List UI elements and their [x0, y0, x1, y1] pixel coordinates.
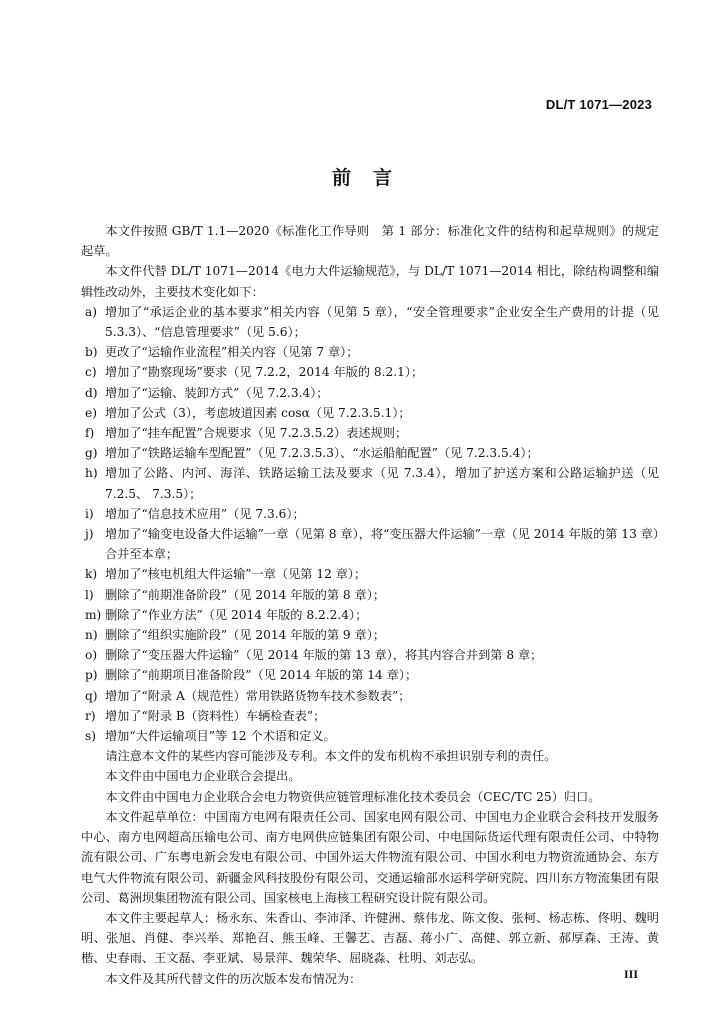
list-item-text: 删除了“作业方法”（见 2014 年版的 8.2.2.4）；	[105, 607, 368, 622]
patent-notice: 请注意本文件的某些内容可能涉及专利。本文件的发布机构不承担识别专利的责任。	[105, 749, 557, 764]
list-marker: a)	[85, 304, 98, 319]
list-marker: b)	[85, 345, 98, 360]
list-marker: q)	[85, 688, 98, 703]
page-number: III	[623, 967, 638, 981]
list-item	[81, 524, 659, 564]
list-item	[81, 362, 659, 382]
list-item	[81, 726, 659, 746]
list-item-text: 删除了“前期准备阶段”（见 2014 年版的第 8 章）；	[105, 587, 386, 602]
document-code: DL/T 1071—2023	[545, 97, 652, 112]
list-marker: l)	[85, 587, 94, 602]
list-item-text: 删除了“前期项目准备阶段”（见 2014 年版的第 14 章）；	[105, 668, 418, 683]
list-item-text: 更改了“运输作业流程”相关内容（见第 7 章）；	[105, 345, 359, 360]
list-item	[81, 342, 659, 362]
list-item-text: 增加了“输变电设备大件运输”一章（见第 8 章），将“变压器大件运输”一章（见 2014 年版的第 13 章）合并至本章；	[105, 527, 659, 562]
list-marker: p)	[85, 668, 98, 683]
list-item-text: 增加了“运输、装卸方式”（见 7.2.3.4）；	[105, 385, 329, 400]
list-item	[81, 463, 659, 503]
list-item	[81, 504, 659, 524]
list-marker: j)	[85, 527, 94, 542]
list-marker: r)	[85, 708, 96, 723]
list-marker: h)	[85, 466, 98, 481]
list-item	[81, 605, 659, 625]
drafting-units-paragraph: 本文件起草单位：中国南方电网有限责任公司、国家电网有限公司、中国电力企业联合会科技开发服务中心、南方电网超高压输电公司、南方电网供应链集团有限公司、中电国际货运代理有限责任公司、中特物流有限公司、广东粤电新会发电有限公司、中国外运大件物流有限公司、中国水利电力物资流通协会、东方电气大件物流有限公司、新疆金风科技股份有限公司、交通运输部水运科学研究院、四川东方物流集团有限公司、葛洲坝集团物流有限公司、国家核电上海核工程研究设计院有限公司。	[81, 809, 659, 905]
list-item	[81, 686, 659, 706]
list-item	[81, 706, 659, 726]
list-item	[81, 645, 659, 665]
list-item-text: 增加了“铁路运输车型配置”（见 7.2.3.5.3）、“水运船舶配置”（见 7.2.3.5.4）；	[105, 446, 539, 461]
list-marker: n)	[85, 628, 98, 643]
list-item-text: 删除了“组织实施阶段”（见 2014 年版的第 9 章）；	[105, 628, 386, 643]
list-item	[81, 585, 659, 605]
list-marker: f)	[85, 426, 95, 441]
intro-paragraph: 本文件代替 DL/T 1071—2014《电力大件运输规范》，与 DL/T 1071—2014 相比，除结构调整和编辑性改动外，主要技术变化如下：	[81, 264, 659, 299]
drafters-paragraph: 本文件主要起草人：杨永东、朱香山、李沛泽、许健洲、蔡伟龙、陈文俊、张柯、杨志栋、佟明、魏明明、张旭、肖健、李兴举、郑艳召、熊玉峰、王馨艺、吉磊、蒋小广、高健、郭立新、郝厚森、王涛、黄楷、史春雨、王文磊、李亚斌、易景萍、魏荣华、屈晓淼、杜明、刘志弘。	[81, 910, 659, 966]
proposer-paragraph: 本文件由中国电力企业联合会提出。	[105, 769, 301, 784]
page-title: 前言	[331, 167, 414, 189]
list-item-text: 增加了“附录 B（资料性）车辆检查表”；	[105, 708, 326, 723]
list-marker: s)	[85, 729, 97, 744]
list-marker: e)	[85, 405, 97, 420]
list-item-text: 删除了“变压器大件运输”（见 2014 年版的第 13 章），将其内容合并到第 8 章；	[105, 648, 543, 663]
list-marker: i)	[85, 506, 94, 521]
history-paragraph: 本文件及其所代替文件的历次版本发布情况为：	[105, 971, 362, 986]
list-marker: c)	[85, 365, 97, 380]
list-item	[81, 383, 659, 403]
list-marker: g)	[85, 446, 98, 461]
change-list	[81, 302, 659, 746]
list-item-text: 增加了“勘察现场”要求（见 7.2.2，2014 年版的 8.2.1）；	[105, 365, 424, 380]
document-body	[81, 221, 659, 989]
list-item	[81, 665, 659, 685]
list-item-text: 增加了“核电机组大件运输”一章（见第 12 章）；	[105, 567, 367, 582]
list-item-text: 增加了“信息技术应用”（见 7.3.6）；	[105, 506, 305, 521]
list-item-text: 增加了公路、内河、海洋、铁路运输工法及要求（见 7.3.4），增加了护送方案和公路运输护送（见 7.2.5、 7.3.5）；	[105, 466, 659, 501]
list-item-text: 增加了“附录 A（规范性）常用铁路货物车技术参数表”；	[105, 688, 411, 703]
intro-paragraph: 本文件按照 GB/T 1.1—2020《标准化工作导则 第 1 部分：标准化文件的结构和起草规则》的规定起草。	[81, 224, 659, 259]
list-item	[81, 403, 659, 423]
list-item	[81, 443, 659, 463]
list-marker: d)	[85, 385, 98, 400]
list-item-text: 增加“大件运输项目”等 12 个术语和定义。	[105, 729, 336, 744]
list-item-text: 增加了“承运企业的基本要求”相关内容（见第 5 章），“安全管理要求”企业安全生产费用的计提（见 5.3.3）、“信息管理要求”（见 5.6）；	[105, 304, 659, 340]
list-item	[81, 564, 659, 584]
list-item	[81, 302, 659, 342]
list-marker: o)	[85, 648, 98, 663]
list-marker: k)	[85, 567, 98, 582]
list-marker: m)	[85, 607, 102, 622]
list-item	[81, 625, 659, 645]
list-item-text: 增加了“挂车配置”合规要求（见 7.2.3.5.2）表述规则；	[105, 426, 408, 441]
list-item	[81, 423, 659, 443]
committee-paragraph: 本文件由中国电力企业联合会电力物资供应链管理标准化技术委员会（CEC/TC 25）归口。	[105, 789, 601, 804]
list-item-text: 增加了公式（3），考虑坡道因素 cosα（见 7.2.3.5.1）；	[105, 405, 411, 420]
